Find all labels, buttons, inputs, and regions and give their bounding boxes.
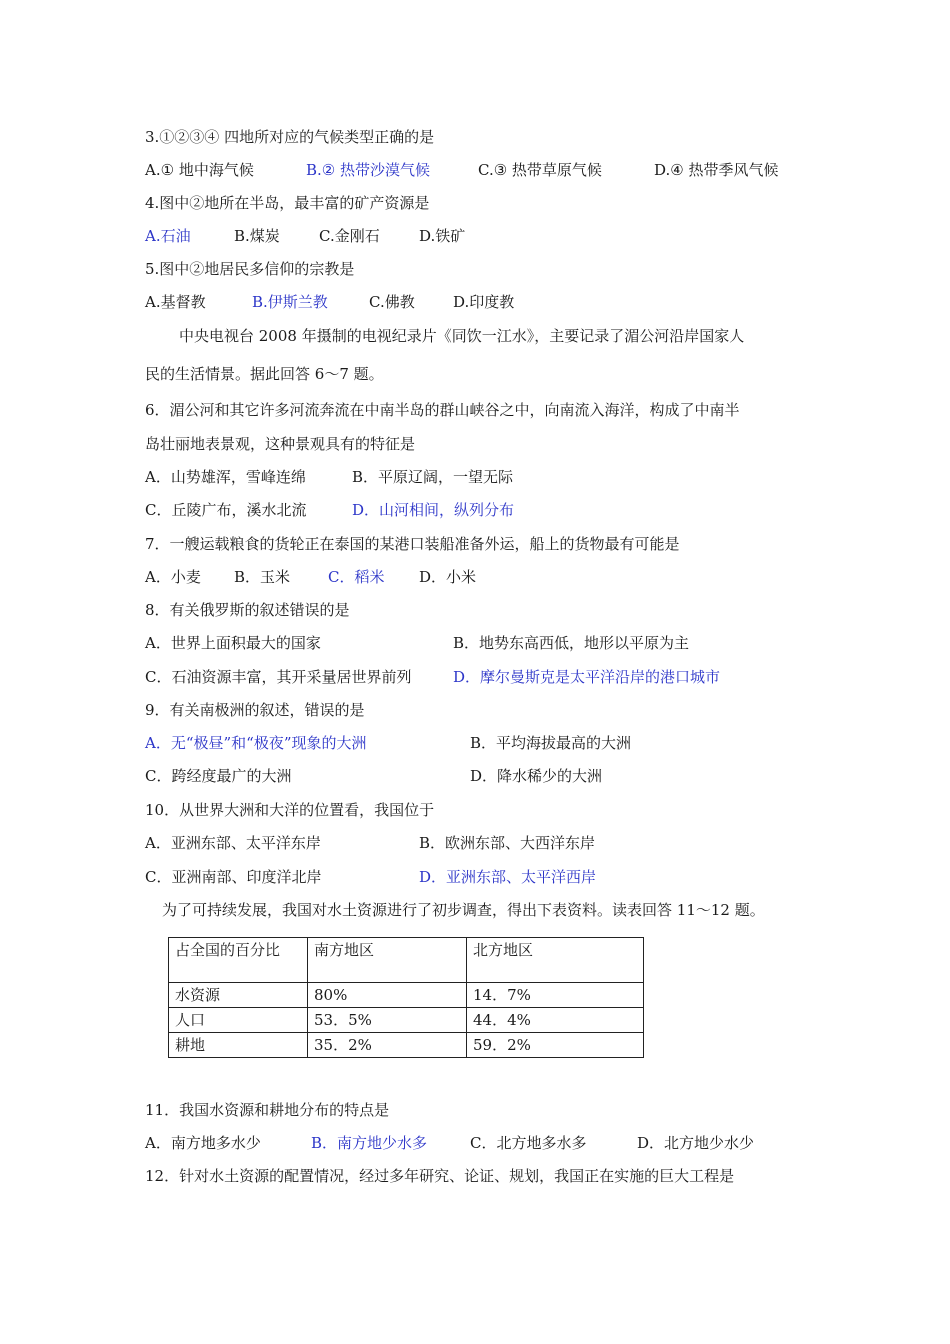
- q9-option-a: A．无“极昼”和“极夜”现象的大洲: [145, 734, 367, 752]
- q11-option-a: A．南方地多水少: [145, 1134, 261, 1152]
- q9-stem: 9．有关南极洲的叙述，错误的是: [145, 701, 365, 719]
- q8-option-b: B．地势东高西低，地形以平原为主: [453, 634, 690, 652]
- table-cell: 59．2%: [467, 1033, 644, 1058]
- q6-stem-line2: 岛壮丽地表景观，这种景观具有的特征是: [145, 435, 416, 453]
- q5-option-a: A.基督教: [145, 293, 206, 311]
- table-row: [169, 1033, 644, 1058]
- q5-option-b: B.伊斯兰教: [252, 293, 328, 311]
- q9-option-c: C．跨经度最广的大洲: [145, 767, 292, 785]
- q4-option-d: D.铁矿: [419, 227, 466, 245]
- table-cell: 80%: [308, 983, 467, 1008]
- table-cell: 人口: [169, 1008, 308, 1033]
- q7-option-a: A．小麦: [145, 568, 201, 586]
- q5-option-c: C.佛教: [369, 293, 415, 311]
- q6-stem-line1: 6．湄公河和其它许多河流奔流在中南半岛的群山峡谷之中，向南流入海洋，构成了中南半: [145, 401, 740, 419]
- q11-stem: 11．我国水资源和耕地分布的特点是: [145, 1101, 390, 1119]
- q10-stem: 10．从世界大洲和大洋的位置看，我国位于: [145, 801, 435, 819]
- q7-option-d: D．小米: [419, 568, 477, 586]
- q5-stem: 5.图中②地居民多信仰的宗教是: [145, 260, 355, 278]
- table-row: [169, 983, 644, 1008]
- table-cell: 水资源: [169, 983, 308, 1008]
- resource-table: [168, 937, 644, 1058]
- q11-option-d: D．北方地少水少: [637, 1134, 755, 1152]
- table-header-cell: 南方地区: [308, 938, 467, 983]
- table-cell: 35．2%: [308, 1033, 467, 1058]
- q11-option-b: B．南方地少水多: [311, 1134, 428, 1152]
- q12-stem: 12．针对水土资源的配置情况，经过多年研究、论证、规划，我国正在实施的巨大工程是: [145, 1167, 735, 1185]
- q6-option-a: A．山势雄浑，雪峰连绵: [145, 468, 306, 486]
- q9-option-d: D．降水稀少的大洲: [470, 767, 603, 785]
- q10-option-c: C．亚洲南部、印度洋北岸: [145, 868, 322, 886]
- q3-option-a: A.① 地中海气候: [145, 161, 254, 179]
- q8-option-d: D．摩尔曼斯克是太平洋沿岸的港口城市: [453, 668, 721, 686]
- intro-mekong-line2: 民的生活情景。据此回答 6～7 题。: [145, 365, 384, 383]
- q5-option-d: D.印度教: [453, 293, 515, 311]
- q3-option-c: C.③ 热带草原气候: [478, 161, 602, 179]
- q4-option-b: B.煤炭: [234, 227, 280, 245]
- q10-option-d: D．亚洲东部、太平洋西岸: [419, 868, 597, 886]
- q4-option-c: C.金刚石: [319, 227, 380, 245]
- q7-option-b: B．玉米: [234, 568, 291, 586]
- q8-option-a: A．世界上面积最大的国家: [145, 634, 321, 652]
- table-cell: 14．7%: [467, 983, 644, 1008]
- q7-option-c: C．稻米: [328, 568, 385, 586]
- q10-option-b: B．欧洲东部、大西洋东岸: [419, 834, 596, 852]
- q3-stem: 3.①②③④ 四地所对应的气候类型正确的是: [145, 128, 435, 146]
- table-row: [169, 1008, 644, 1033]
- intro-mekong-line1: 中央电视台 2008 年摄制的电视纪录片《同饮一江水》，主要记录了湄公河沿岸国家人: [179, 327, 745, 345]
- intro-water-land: 为了可持续发展，我国对水土资源进行了初步调查，得出下表资料。读表回答 11～12 题。: [162, 901, 765, 919]
- q6-option-b: B．平原辽阔，一望无际: [352, 468, 514, 486]
- q6-option-c: C．丘陵广布，溪水北流: [145, 501, 307, 519]
- q7-stem: 7．一艘运载粮食的货轮正在泰国的某港口装船准备外运，船上的货物最有可能是: [145, 535, 680, 553]
- table-header-cell: 北方地区: [467, 938, 644, 983]
- q10-option-a: A．亚洲东部、太平洋东岸: [145, 834, 321, 852]
- table-cell: 53．5%: [308, 1008, 467, 1033]
- q9-option-b: B．平均海拔最高的大洲: [470, 734, 632, 752]
- table-header-cell: 占全国的百分比: [169, 938, 308, 983]
- table-cell: 耕地: [169, 1033, 308, 1058]
- table-header-row: [169, 938, 644, 983]
- table-cell: 44．4%: [467, 1008, 644, 1033]
- q6-option-d: D．山河相间，纵列分布: [352, 501, 515, 519]
- q11-option-c: C．北方地多水多: [470, 1134, 587, 1152]
- q3-option-b: B.② 热带沙漠气候: [306, 161, 431, 179]
- q3-option-d: D.④ 热带季风气候: [654, 161, 779, 179]
- q8-stem: 8．有关俄罗斯的叙述错误的是: [145, 601, 350, 619]
- q4-stem: 4.图中②地所在半岛，最丰富的矿产资源是: [145, 194, 430, 212]
- q8-option-c: C．石油资源丰富，其开采量居世界前列: [145, 668, 412, 686]
- q4-option-a: A.石油: [145, 227, 191, 245]
